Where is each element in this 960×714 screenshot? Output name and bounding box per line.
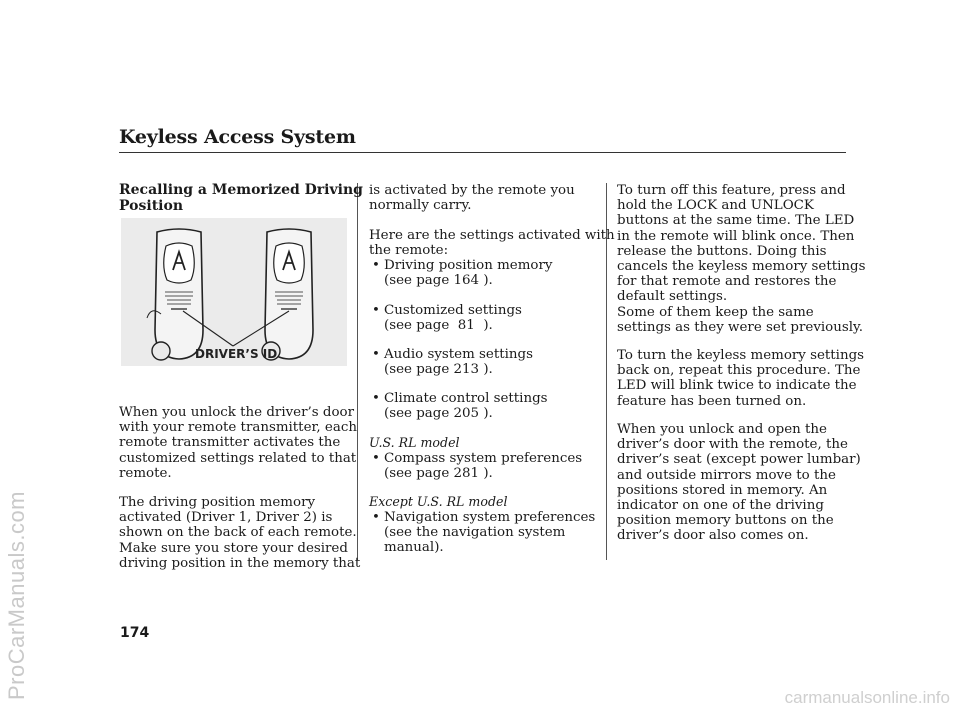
- bullet-icon: •: [372, 303, 380, 318]
- list-item: [372, 391, 548, 437]
- watermark-bottom: carmanualsonline.info: [784, 688, 950, 707]
- list-item-text: Navigation system preferences (see the navigation system manual).: [384, 510, 596, 556]
- list-item-text: Climate control settings (see page 205 ).: [384, 391, 548, 422]
- bullet-icon: •: [372, 258, 380, 273]
- list-item: [372, 510, 596, 556]
- list-item: [372, 303, 522, 349]
- remote-figure: [121, 218, 347, 366]
- remote-driver-2: [262, 229, 313, 360]
- bullet-icon: •: [372, 391, 380, 406]
- list-item-text: Customized settings (see page 81 ).: [384, 303, 522, 334]
- left-paragraph-1: When you unlock the driver’s door with your remote transmitter, each remote transmitter activates the customized settings related to that remote.: [119, 405, 357, 481]
- page-number: 174: [120, 625, 150, 641]
- middle-paragraph-2: Here are the settings activated with the remote:: [369, 228, 615, 259]
- left-paragraph-2: The driving position memory activated (Driver 1, Driver 2) is shown on the back of each remote. Make sure you store your desired driving position in the memory that: [119, 495, 361, 571]
- list-item-text: Audio system settings (see page 213 ).: [384, 347, 533, 378]
- list-item-text: Compass system preferences (see page 281 ).: [384, 451, 583, 482]
- model-note-us: U.S. RL model: [369, 435, 460, 450]
- page-title: Keyless Access System: [119, 126, 356, 148]
- bullet-icon: •: [372, 451, 380, 466]
- remote-driver-1: [147, 229, 203, 360]
- right-paragraph-2: To turn the keyless memory settings back on, repeat this procedure. The LED will blink twice to indicate the feature has been turned on.: [617, 348, 865, 409]
- right-paragraph-1: To turn off this feature, press and hold the LOCK and UNLOCK buttons at the same time. The LED in the remote will blink once. Then release the buttons. Doing this cancels the keyless memory settings for that remote and restores the default settings. Some of them keep the same settings as they were set previously.: [617, 183, 866, 335]
- bullet-icon: •: [372, 347, 380, 362]
- remote-illustration: [121, 218, 347, 366]
- list-item: [372, 258, 553, 304]
- section-heading: Recalling a Memorized Driving Position: [119, 182, 363, 214]
- watermark-left: ProCarManuals.com: [4, 490, 29, 700]
- model-note-except: Except U.S. RL model: [369, 494, 508, 509]
- list-item: [372, 347, 533, 393]
- bullet-icon: •: [372, 510, 380, 525]
- list-item: [372, 451, 583, 497]
- figure-label: DRIVER’S ID: [195, 347, 278, 361]
- list-item-text: Driving position memory (see page 164 ).: [384, 258, 553, 289]
- title-rule: [119, 152, 846, 153]
- middle-paragraph-1: is activated by the remote you normally carry.: [369, 183, 575, 214]
- right-paragraph-3: When you unlock and open the driver’s door with the remote, the driver’s seat (except power lumbar) and outside mirrors move to the positions stored in memory. An indicator on one of the driving position memory buttons on the driver’s door also comes on.: [617, 422, 861, 544]
